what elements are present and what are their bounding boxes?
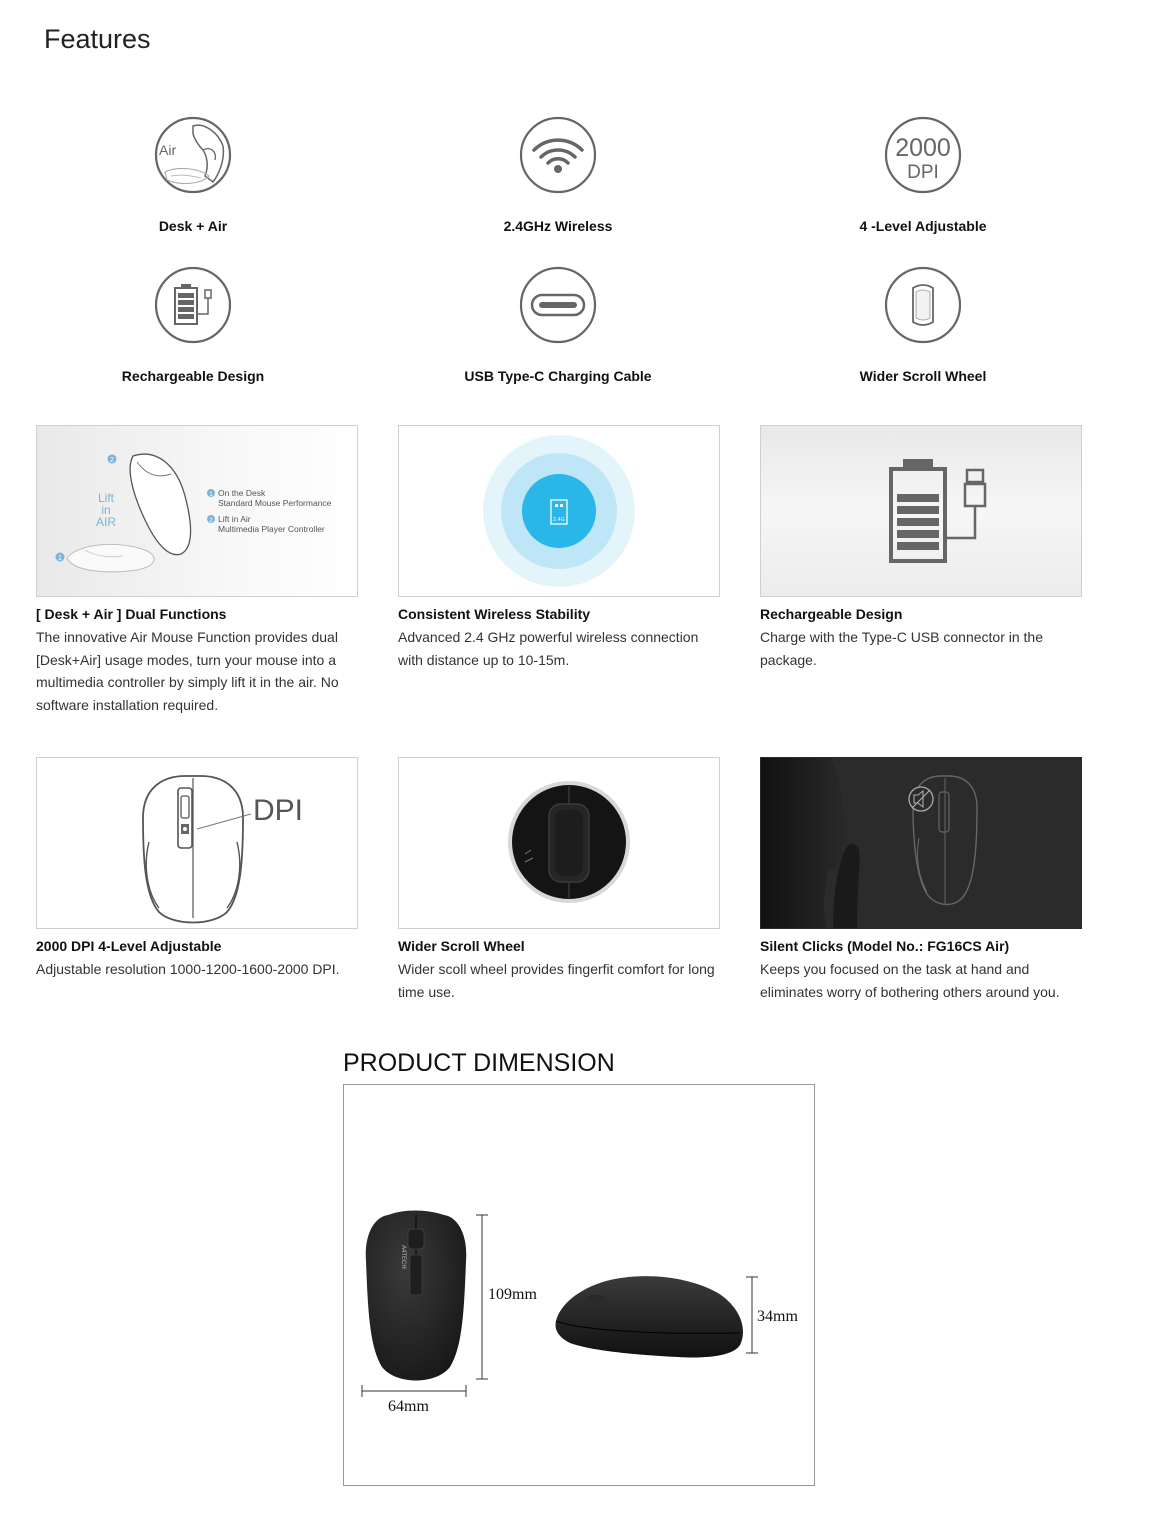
card-description: Advanced 2.4 GHz powerful wireless connection with distance up to 10-15m. <box>398 629 699 668</box>
card-title: [ Desk + Air ] Dual Functions <box>36 606 227 622</box>
usb-c-icon <box>518 266 598 346</box>
marker-2: 2 <box>110 457 114 464</box>
card-title: Rechargeable Design <box>760 606 903 622</box>
card-title: Wider Scroll Wheel <box>398 938 525 954</box>
feature-label: Wider Scroll Wheel <box>859 368 987 384</box>
mouse-side-view <box>556 1276 744 1357</box>
dpi-icon <box>883 116 963 196</box>
battery-icon <box>153 266 233 346</box>
feature-usb-c <box>398 266 718 384</box>
scroll-wheel-image <box>398 757 720 929</box>
desk-air-image <box>36 425 358 597</box>
card-title: 2000 DPI 4-Level Adjustable <box>36 938 222 954</box>
feature-label: USB Type-C Charging Cable <box>464 368 652 384</box>
card-rechargeable <box>760 425 1082 671</box>
length-label: 109mm <box>488 1286 537 1303</box>
dpi-unit: DPI <box>907 162 939 183</box>
card-description: Charge with the Type-C USB connector in the package. <box>760 629 1044 668</box>
legend-title-2: Lift in Air <box>218 514 251 524</box>
width-label: 64mm <box>388 1398 429 1415</box>
in-text: in <box>101 503 111 517</box>
width-marker <box>362 1385 466 1397</box>
brand-text: A4TECH <box>400 1245 406 1269</box>
air-text: AIR <box>95 515 117 529</box>
card-desk-air <box>36 425 358 716</box>
lift-text: Lift <box>97 491 115 505</box>
dpi-text: DPI <box>253 794 304 827</box>
height-label: 34mm <box>757 1308 798 1325</box>
battery-icon <box>891 459 945 561</box>
dpi-image <box>36 757 358 929</box>
card-title: Silent Clicks (Model No.: FG16CS Air) <box>760 938 1010 954</box>
legend-sub-2: Multimedia Player Controller <box>218 524 325 534</box>
card-description: Wider scoll wheel provides fingerfit comfort for long time use. <box>398 961 715 1000</box>
wireless-signal-icon <box>522 474 596 548</box>
card-scroll-wheel <box>398 757 720 1003</box>
card-description: Adjustable resolution 1000-1200-1600-2000 DPI. <box>36 961 340 977</box>
wireless-image <box>398 425 720 597</box>
silent-clicks-image <box>760 757 1082 929</box>
mouse-top-view-icon <box>143 776 243 923</box>
feature-desk-air <box>33 116 353 234</box>
card-description: Keeps you focused on the task at hand and eliminates worry of bothering others around you. <box>760 961 1060 1000</box>
dimension-title: PRODUCT DIMENSION <box>343 1049 615 1077</box>
rechargeable-image <box>760 425 1082 597</box>
card-wireless <box>398 425 720 671</box>
wifi-icon <box>518 116 598 196</box>
marker-1: 1 <box>58 555 62 562</box>
feature-dpi <box>763 116 1083 234</box>
legend-title-1: On the Desk <box>218 488 266 498</box>
feature-rechargeable <box>33 266 353 384</box>
feature-label: 2.4GHz Wireless <box>503 218 613 234</box>
card-title: Consistent Wireless Stability <box>398 606 591 622</box>
mouse-top-view <box>366 1211 467 1381</box>
air-text: Air <box>159 142 177 158</box>
card-description: The innovative Air Mouse Function provides dual [Desk+Air] usage modes, turn your mouse into a multimedia controller by simply lift it in the air. No software installation required. <box>36 629 339 713</box>
scroll-wheel-icon <box>883 266 963 346</box>
legend-num-1: 1 <box>209 492 213 498</box>
feature-scroll-wheel <box>763 266 1083 384</box>
feature-label: Desk + Air <box>158 218 228 234</box>
feature-wireless <box>398 116 718 234</box>
air-hand-icon <box>153 116 233 196</box>
card-dpi <box>36 757 358 981</box>
dpi-number: 2000 <box>895 134 951 162</box>
legend-sub-1: Standard Mouse Performance <box>218 498 332 508</box>
dongle-text: 2.4G <box>553 517 565 523</box>
mute-icon <box>909 787 933 811</box>
feature-label: Rechargeable Design <box>121 368 265 384</box>
card-silent-clicks <box>760 757 1082 1003</box>
length-marker <box>476 1215 488 1379</box>
page-title: Features <box>44 24 151 54</box>
feature-label: 4 -Level Adjustable <box>859 218 987 234</box>
usb-cable-icon <box>947 470 985 538</box>
legend-num-2: 2 <box>209 518 213 524</box>
dimension-diagram <box>343 1084 815 1486</box>
